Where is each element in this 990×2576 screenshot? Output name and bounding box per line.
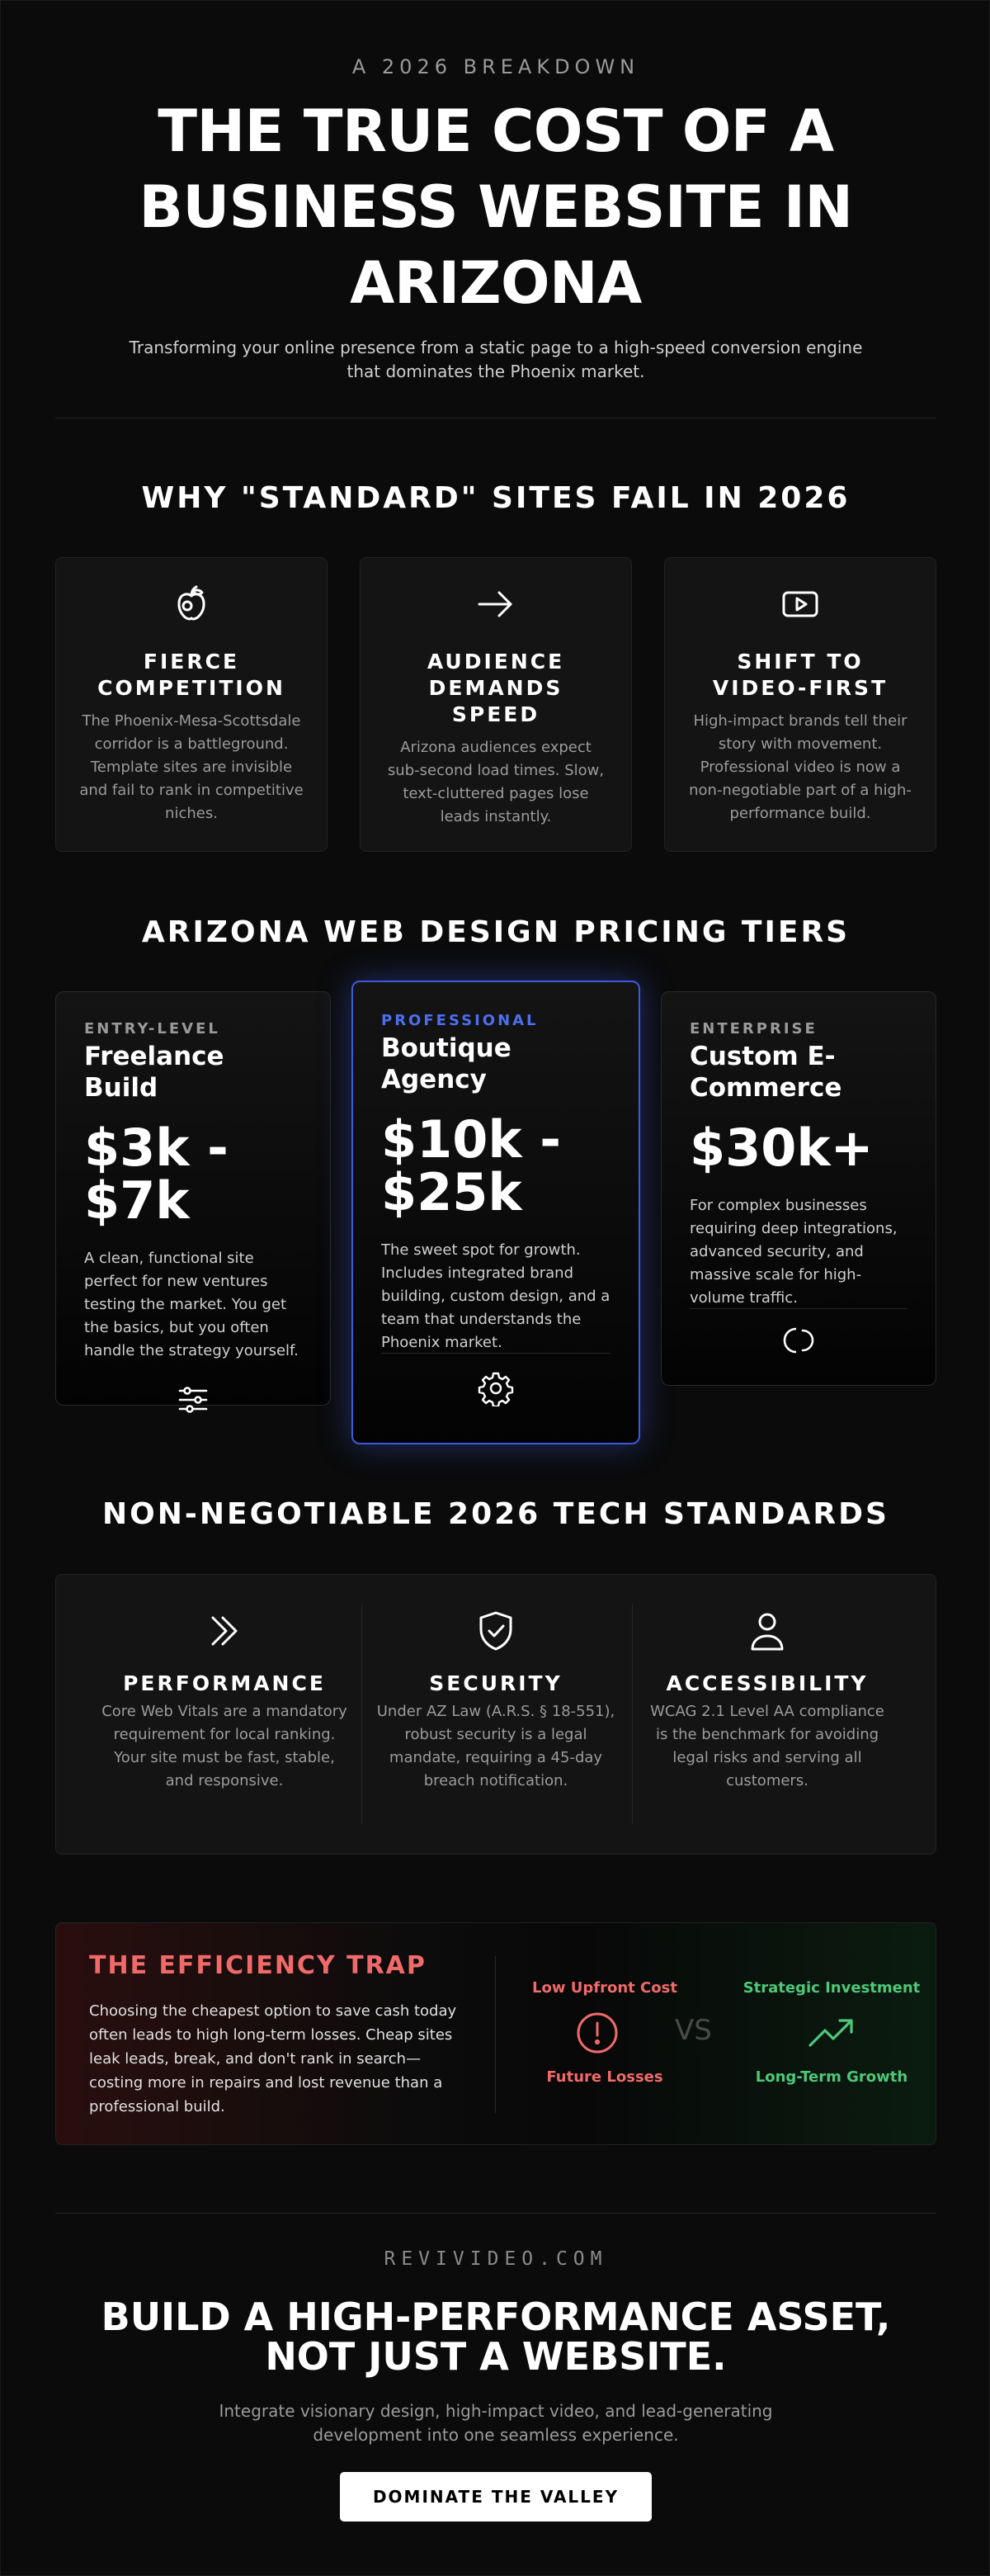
standard-text: Under AZ Law (A.R.S. § 18-551), robust security is a legal mandate, requiring a 45-day breach notification. xyxy=(376,1703,615,1789)
divider xyxy=(632,1605,633,1824)
future-losses-label: Future Losses xyxy=(546,2068,663,2086)
long-term-growth-label: Long-Term Growth xyxy=(755,2068,908,2086)
trap-text: Choosing the cheapest option to save cash today often leads to high long-term losses. Cheap sites leak leads, break, and don't rank in search—costing more in repairs and lost revenue than a professional build. xyxy=(89,2002,457,2115)
why-card-text: The Phoenix-Mesa-Scottsdale corridor is a battleground. Template sites are invisible and fail to rank in competitive niches. xyxy=(79,712,304,822)
standards-panel xyxy=(55,1574,936,1855)
standard-title: ACCESSIBILITY xyxy=(666,1671,869,1695)
low-upfront-cost-label: Low Upfront Cost xyxy=(532,1979,677,1997)
trap-title: THE EFFICIENCY TRAP xyxy=(89,1951,427,1980)
cta-subtitle: Integrate visionary design, high-impact video, and lead-generating development into one seamless experience. xyxy=(219,2401,773,2445)
divider xyxy=(495,1956,496,2113)
standard-title: PERFORMANCE xyxy=(123,1671,326,1695)
dominate-the-valley-button[interactable]: DOMINATE THE VALLEY xyxy=(340,2472,652,2522)
tier-name: Freelance Build xyxy=(84,1042,224,1103)
why-card-video xyxy=(664,557,936,852)
why-card-title: AUDIENCE DEMANDS SPEED xyxy=(427,650,565,726)
tier-desc: For complex businesses requiring deep integrations, advanced security, and massive scale for high-volume traffic. xyxy=(690,1197,898,1307)
moons-icon xyxy=(690,1324,908,1357)
tier-price: $3k - $7k xyxy=(84,1118,229,1231)
standard-text: Core Web Vitals are a mandatory requirement for local ranking. Your site must be fast, stable, and responsive. xyxy=(101,1703,347,1789)
divider xyxy=(361,1605,362,1824)
tier-level: PROFESSIONAL xyxy=(381,1012,539,1029)
hero-subtitle: Transforming your online presence from a static page to a high-speed conversion engine that dominates the Phoenix market. xyxy=(129,338,863,381)
standard-title: SECURITY xyxy=(429,1671,563,1695)
why-card-speed xyxy=(360,557,632,852)
tier-name: Boutique Agency xyxy=(381,1033,512,1094)
tier-price: $10k - $25k xyxy=(381,1109,561,1222)
trending-up-icon xyxy=(805,2012,858,2057)
why-card-title: SHIFT TO VIDEO-FIRST xyxy=(712,650,889,700)
warning-icon xyxy=(575,2011,620,2058)
tier-desc: A clean, functional site perfect for new ventures testing the market. You get the basics, but you often handle the strategy yourself. xyxy=(84,1250,299,1359)
tier-desc: The sweet spot for growth. Includes integrated brand building, custom design, and a team that understands the Phoenix market. xyxy=(381,1241,610,1351)
why-card-competition xyxy=(55,557,328,852)
strategic-investment-label: Strategic Investment xyxy=(742,1979,921,1997)
standard-accessibility xyxy=(644,1608,891,1793)
user-icon xyxy=(644,1608,891,1654)
brand-name: REVIVIDEO.COM xyxy=(384,2248,608,2270)
tier-card-freelance xyxy=(55,991,331,1406)
video-play-icon xyxy=(686,581,914,627)
why-card-text: Arizona audiences expect sub-second load times. Slow, text-cluttered pages lose leads instantly. xyxy=(387,739,605,825)
double-chevron-icon xyxy=(101,1608,348,1654)
why-card-title: FIERCE COMPETITION xyxy=(97,650,285,700)
hero-eyebrow: A 2026 BREAKDOWN xyxy=(351,55,640,78)
pricing-heading: ARIZONA WEB DESIGN PRICING TIERS xyxy=(141,915,851,949)
tier-name: Custom E-Commerce xyxy=(690,1042,842,1103)
tier-card-ecommerce xyxy=(661,991,936,1386)
arrow-right-icon xyxy=(382,581,610,627)
shield-check-icon xyxy=(372,1608,620,1654)
standard-security xyxy=(372,1608,620,1793)
tier-level: ENTRY-LEVEL xyxy=(84,1020,220,1037)
standard-performance xyxy=(101,1608,348,1793)
gear-icon xyxy=(381,1370,610,1406)
divider xyxy=(55,2213,936,2214)
why-card-text: High-impact brands tell their story with movement. Professional video is now a non-negotiable part of a high-performance build. xyxy=(689,712,912,822)
tier-price: $30k+ xyxy=(690,1118,874,1178)
why-heading: WHY "STANDARD" SITES FAIL IN 2026 xyxy=(141,481,851,515)
vs-label: VS xyxy=(675,2014,712,2047)
efficiency-trap-panel xyxy=(55,1922,936,2145)
hero-title: THE TRUE COST OF A BUSINESS WEBSITE IN ARIZONA xyxy=(139,97,853,317)
standards-heading: NON-NEGOTIABLE 2026 TECH STANDARDS xyxy=(102,1497,889,1531)
standard-text: WCAG 2.1 Level AA compliance is the benchmark for avoiding legal risks and serving all customers. xyxy=(650,1703,884,1789)
apple-icon xyxy=(78,581,305,627)
tier-card-boutique xyxy=(351,981,640,1444)
cta-title: BUILD A HIGH-PERFORMANCE ASSET, NOT JUST A WEBSITE. xyxy=(101,2295,891,2379)
sliders-icon xyxy=(84,1383,302,1417)
tier-level: ENTERPRISE xyxy=(690,1020,818,1037)
